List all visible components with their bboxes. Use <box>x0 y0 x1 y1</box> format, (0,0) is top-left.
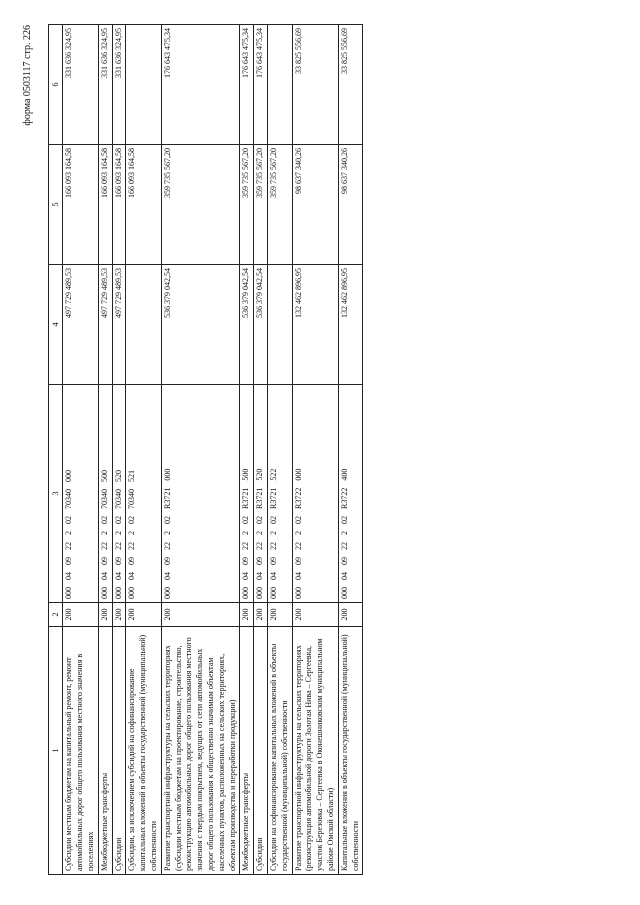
kbk-segment: 02 <box>269 516 279 524</box>
row-code-cell: 200 <box>126 603 161 627</box>
row-name-cell: Развитие транспортной инфраструктуры на сельских территориях (реконструкция автомобильной дороги Золотая Нива – Сергеевка, участок Березовка – Сергеевка в Оконешниковском муниципальном районе Омской области) <box>292 627 338 875</box>
row-col4-cell <box>268 265 293 385</box>
row-kbk-cell <box>112 385 126 603</box>
row-col6-cell <box>268 25 293 145</box>
row-name-cell: Субсидии <box>112 627 126 875</box>
kbk-segment: 02 <box>293 516 303 524</box>
kbk-segment: 04 <box>162 572 172 580</box>
kbk-segment: R3721 <box>255 487 265 509</box>
row-name-cell: Межбюджетные трансферты <box>240 627 254 875</box>
row-code-cell: 200 <box>268 603 293 627</box>
kbk-segment: 000 <box>99 587 109 599</box>
kbk-segment: 04 <box>293 572 303 580</box>
kbk-segment: R3721 <box>269 487 279 509</box>
budget-table <box>48 24 363 875</box>
row-kbk-cell <box>161 385 240 603</box>
kbk-segment: 09 <box>269 557 279 565</box>
row-col5-cell: 359 735 567,20 <box>268 145 293 265</box>
kbk-segment: 09 <box>113 557 123 565</box>
row-col4-cell: 497 729 489,53 <box>63 265 98 385</box>
row-code-cell: 200 <box>63 603 98 627</box>
kbk-segment: 000 <box>162 587 172 599</box>
kbk-segment: 000 <box>339 587 349 599</box>
kbk-segment: R3721 <box>162 487 172 509</box>
table-row <box>98 25 112 875</box>
kbk-segment: 000 <box>293 587 303 599</box>
row-code-cell: 200 <box>338 603 363 627</box>
kbk-segment: 04 <box>64 572 74 580</box>
kbk-segment: 2 <box>339 531 349 535</box>
kbk-segment: 522 <box>269 468 279 481</box>
kbk-segment: 500 <box>241 468 251 481</box>
table-row <box>240 25 254 875</box>
row-col4-cell: 497 729 489,53 <box>98 265 112 385</box>
kbk-segment: 70340 <box>99 489 109 509</box>
table-row <box>292 25 338 875</box>
row-col6-cell: 331 636 324,95 <box>98 25 112 145</box>
row-kbk-cell <box>98 385 112 603</box>
kbk-segment: 02 <box>339 516 349 524</box>
header-col-2: 2 <box>49 603 63 627</box>
row-col4-cell <box>126 265 161 385</box>
row-col6-cell: 176 643 475,34 <box>240 25 254 145</box>
row-col5-cell: 98 637 340,26 <box>292 145 338 265</box>
kbk-segment: 04 <box>269 572 279 580</box>
kbk-segment: 02 <box>64 516 74 524</box>
table-header-row <box>49 25 63 875</box>
row-code-cell: 200 <box>98 603 112 627</box>
kbk-segment: 2 <box>99 531 109 535</box>
row-code-cell: 200 <box>240 603 254 627</box>
kbk-segment: 02 <box>127 516 137 524</box>
row-name-cell: Межбюджетные трансферты <box>98 627 112 875</box>
row-col5-cell: 166 093 164,58 <box>63 145 98 265</box>
kbk-segment: 09 <box>64 557 74 565</box>
kbk-segment: 000 <box>127 587 137 599</box>
table-row <box>161 25 240 875</box>
row-col5-cell: 166 093 164,58 <box>126 145 161 265</box>
row-kbk-cell <box>268 385 293 603</box>
row-col4-cell: 132 462 896,95 <box>338 265 363 385</box>
kbk-segment: 2 <box>293 531 303 535</box>
table-body <box>63 25 363 875</box>
header-col-3: 3 <box>49 385 63 603</box>
kbk-segment: 2 <box>113 531 123 535</box>
kbk-segment: 22 <box>339 542 349 550</box>
kbk-segment: 04 <box>127 572 137 580</box>
kbk-segment: 000 <box>241 587 251 599</box>
row-col4-cell: 132 462 896,95 <box>292 265 338 385</box>
row-col6-cell: 176 643 475,34 <box>161 25 240 145</box>
table-row <box>112 25 126 875</box>
row-code-cell: 200 <box>254 603 268 627</box>
kbk-segment: 70340 <box>127 489 137 509</box>
kbk-segment: 04 <box>255 572 265 580</box>
kbk-segment: 09 <box>241 557 251 565</box>
kbk-segment: 09 <box>127 557 137 565</box>
row-name-cell: Субсидии на софинансирование капитальных вложений в объекты государственной (муниципальной) собственности <box>268 627 293 875</box>
row-kbk-cell <box>126 385 161 603</box>
row-col4-cell: 536 379 042,54 <box>161 265 240 385</box>
row-col5-cell: 98 637 340,26 <box>338 145 363 265</box>
row-col6-cell: 331 636 324,95 <box>112 25 126 145</box>
row-kbk-cell <box>63 385 98 603</box>
kbk-segment: 000 <box>64 470 74 482</box>
row-code-cell: 200 <box>112 603 126 627</box>
row-col6-cell <box>126 25 161 145</box>
row-col5-cell: 359 735 567,20 <box>240 145 254 265</box>
table-row <box>268 25 293 875</box>
table-row <box>254 25 268 875</box>
kbk-segment: 04 <box>99 572 109 580</box>
table-row <box>63 25 98 875</box>
kbk-segment: 2 <box>255 531 265 535</box>
kbk-segment: 70340 <box>113 489 123 509</box>
kbk-segment: 04 <box>113 572 123 580</box>
kbk-segment: 22 <box>241 542 251 550</box>
kbk-segment: 02 <box>241 516 251 524</box>
kbk-segment: 02 <box>162 516 172 524</box>
kbk-segment: 000 <box>293 468 303 481</box>
kbk-segment: 09 <box>339 557 349 565</box>
table-row <box>338 25 363 875</box>
kbk-segment: 520 <box>255 468 265 481</box>
kbk-segment: 400 <box>339 468 349 481</box>
form-label: форма 0503117 стр. 226 <box>22 25 33 126</box>
header-col-5: 5 <box>49 145 63 265</box>
kbk-segment: 22 <box>293 542 303 550</box>
row-name-cell: Развитие транспортной инфраструктуры на сельских территориях (субсидии местным бюджетам на проектирование, строительство, реконструкцию автомобильных дорог общего пользования местного значения с твердым покрытием, ведущих от сети автомобильных дорог общего пользования к общественно значимым объектам населенных пунктов, расположенных на сельских территориях, объектам производства и переработки продукции) <box>161 627 240 875</box>
row-col5-cell: 166 093 164,58 <box>98 145 112 265</box>
kbk-segment: 000 <box>269 587 279 599</box>
row-col5-cell: 359 735 567,20 <box>161 145 240 265</box>
kbk-segment: 09 <box>99 557 109 565</box>
header-col-4: 4 <box>49 265 63 385</box>
row-col6-cell: 331 636 324,95 <box>63 25 98 145</box>
kbk-segment: 09 <box>255 557 265 565</box>
kbk-segment: 02 <box>255 516 265 524</box>
row-code-cell: 200 <box>292 603 338 627</box>
kbk-segment: 22 <box>255 542 265 550</box>
kbk-segment: 70340 <box>64 489 74 509</box>
kbk-segment: 22 <box>162 542 172 550</box>
row-kbk-cell <box>240 385 254 603</box>
kbk-segment: 000 <box>162 468 172 481</box>
kbk-segment: 09 <box>162 557 172 565</box>
row-name-cell: Субсидии <box>254 627 268 875</box>
kbk-segment: 22 <box>269 542 279 550</box>
kbk-segment: 520 <box>113 470 123 482</box>
kbk-segment: R3722 <box>339 487 349 509</box>
row-col4-cell: 536 379 042,54 <box>240 265 254 385</box>
row-name-cell: Субсидии местным бюджетам на капитальный ремонт, ремонт автомобильных дорог общего пользования местного значения в поселениях <box>63 627 98 875</box>
kbk-segment: 2 <box>241 531 251 535</box>
kbk-segment: 22 <box>64 542 74 550</box>
table-row <box>126 25 161 875</box>
row-kbk-cell <box>338 385 363 603</box>
kbk-segment: 09 <box>293 557 303 565</box>
row-kbk-cell <box>254 385 268 603</box>
kbk-segment: 2 <box>162 531 172 535</box>
row-col6-cell: 176 643 475,34 <box>254 25 268 145</box>
kbk-segment: 02 <box>99 516 109 524</box>
kbk-segment: 000 <box>255 587 265 599</box>
kbk-segment: 000 <box>64 587 74 599</box>
row-name-cell: Капитальные вложения в объекты государственной (муниципальной) собственности <box>338 627 363 875</box>
kbk-segment: 2 <box>127 531 137 535</box>
header-col-6: 6 <box>49 25 63 145</box>
row-code-cell: 200 <box>161 603 240 627</box>
row-col4-cell: 497 729 489,53 <box>112 265 126 385</box>
kbk-segment: 04 <box>339 572 349 580</box>
kbk-segment: 500 <box>99 470 109 482</box>
kbk-segment: 2 <box>269 531 279 535</box>
kbk-segment: 02 <box>113 516 123 524</box>
kbk-segment: R3722 <box>293 487 303 509</box>
header-col-1: 1 <box>49 627 63 875</box>
kbk-segment: 22 <box>99 542 109 550</box>
kbk-segment: 521 <box>127 470 137 482</box>
row-col5-cell: 166 093 164,58 <box>112 145 126 265</box>
row-name-cell: Субсидии, за исключением субсидий на софинансирование капитальных вложений в объекты государственной (муниципальной) собственности <box>126 627 161 875</box>
row-col6-cell: 33 825 556,69 <box>292 25 338 145</box>
kbk-segment: 04 <box>241 572 251 580</box>
row-kbk-cell <box>292 385 338 603</box>
row-col5-cell: 359 735 567,20 <box>254 145 268 265</box>
kbk-segment: 22 <box>127 542 137 550</box>
kbk-segment: 22 <box>113 542 123 550</box>
kbk-segment: 000 <box>113 587 123 599</box>
kbk-segment: 2 <box>64 531 74 535</box>
row-col6-cell: 33 825 556,69 <box>338 25 363 145</box>
row-col4-cell: 536 379 042,54 <box>254 265 268 385</box>
kbk-segment: R3721 <box>241 487 251 509</box>
